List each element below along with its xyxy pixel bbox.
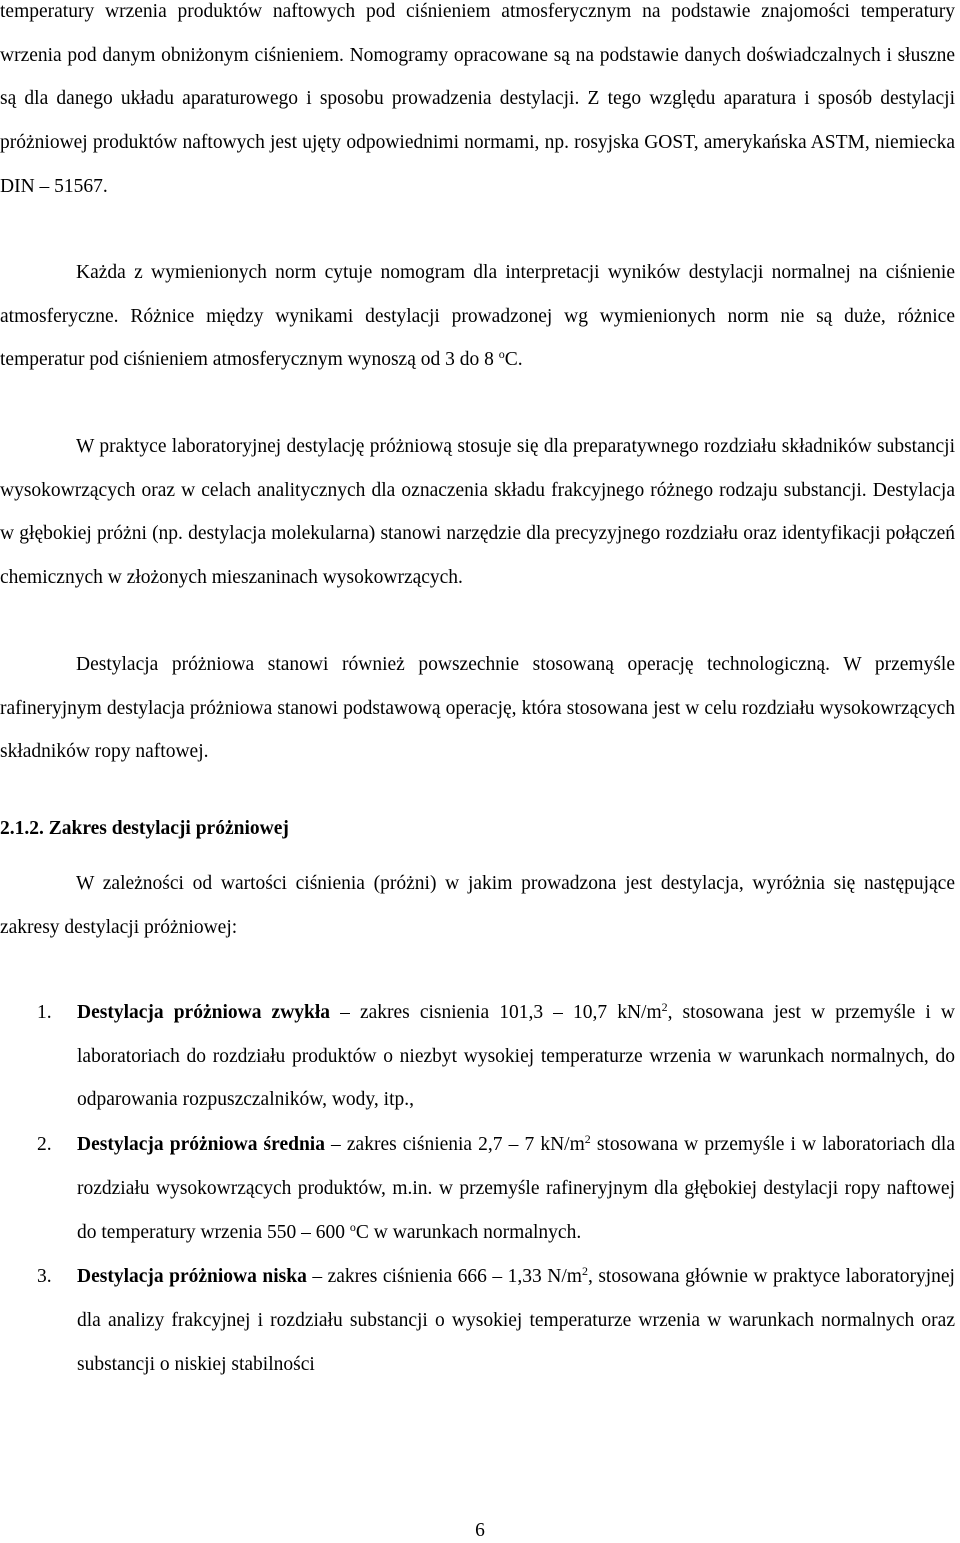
list-term: Destylacja próżniowa średnia <box>77 1134 325 1156</box>
list-text: , stosowana głównie w praktyce laboratoryjnej dla analizy frakcyjnej i rozdziału substancji o wysokiej temperaturze wrzenia w warunkach normalnych oraz substancji o niskiej stabilności <box>77 1266 955 1375</box>
paragraph-text-end: C. <box>504 349 523 371</box>
list-number: 2. <box>37 1134 52 1156</box>
paragraph-text: Destylacja próżniowa stanowi również powszechnie stosowaną operację technologiczną. W przemyśle rafineryjnym destylacja próżniowa stanowi podstawową operację, która stosowana jest w celu rozdziału wysokowrzących składników ropy naftowej. <box>0 654 955 763</box>
list-text: – zakres ciśnienia 666 – 1,33 N/m <box>306 1266 582 1288</box>
unit-superscript: 2 <box>584 1132 591 1147</box>
paragraph-text: Każda z wymienionych norm cytuje nomogram dla interpretacji wyników destylacji normalnej na ciśnienie atmosferyczne. Różnice między wynikami destylacji prowadzonej wg wymienionych norm nie są duże, różnice temperatur pod ciśnieniem atmosferycznym wynoszą od 3 do 8 <box>0 262 955 371</box>
page-number: 6 <box>475 1520 485 1541</box>
paragraph: temperatury wrzenia produktów naftowych pod ciśnieniem atmosferycznym na podstawie znajomości temperatury wrzenia pod danym obniżonym ciśnieniem. Nomogramy opracowane są na podstawie danych doświadczalnych i słuszne są dla danego układu aparaturowego i sposobu prowadzenia destylacji. Z tego względu aparatura i sposób destylacji próżniowej produktów naftowych jest ujęty odpowiednimi normami, np. rosyjska GOST, amerykańska ASTM, niemiecka DIN – 51567. <box>0 1 955 197</box>
list-text: C w warunkach normalnych. <box>355 1221 582 1243</box>
paragraph <box>0 643 955 774</box>
paragraph <box>0 425 955 600</box>
list-term: Destylacja próżniowa niska <box>77 1266 307 1288</box>
paragraph-text: W praktyce laboratoryjnej destylację próżniową stosuje się dla preparatywnego rozdziału składników substancji wysokowrzących oraz w celach analitycznych dla oznaczenia składu frakcyjnego różnego rodzaju substancji. Destylacja w głębokiej próżni (np. destylacja molekularna) stanowi narzędzie dla precyzyjnego rozdziału oraz identyfikacji połączeń chemicznych w złożonych mieszaninach wysokowrzących. <box>0 436 955 589</box>
unit-superscript: 2 <box>661 1000 668 1014</box>
degree-superscript: o <box>498 347 505 362</box>
list-term: Destylacja próżniowa zwykła <box>77 1002 331 1023</box>
list-text: stosowana w przemyśle i w laboratoriach dla rozdziału wysokowrzących produktów, m.in. w przemyśle rafineryjnym dla głębokiej destylacji ropy naftowej do temperatury wrzenia 550 – 600 <box>77 1134 955 1243</box>
paragraph <box>0 862 955 949</box>
list-text: – zakres cisnienia 101,3 – 10,7 kN/m <box>330 1002 662 1023</box>
list-number: 1. <box>37 1002 52 1023</box>
list-text: – zakres ciśnienia 2,7 – 7 kN/m <box>324 1134 585 1156</box>
list-item <box>0 1255 955 1386</box>
paragraph <box>0 251 955 382</box>
distillation-ranges-list <box>0 991 955 1386</box>
section-number: 2.1.2. <box>0 818 44 839</box>
list-number: 3. <box>37 1266 52 1288</box>
section-heading <box>0 807 289 850</box>
list-item <box>0 991 955 1122</box>
unit-superscript: 2 <box>581 1264 588 1279</box>
section-title: Zakres destylacji próżniowej <box>48 818 289 839</box>
list-text: , stosowana jest w przemyśle i w laboratoriach do rozdziału produktów o niezbyt wysokiej temperaturze wrzenia w warunkach normalnych, do odparowania rozpuszczalników, wody, itp., <box>77 1002 955 1111</box>
list-item <box>0 1123 955 1254</box>
degree-superscript: o <box>349 1219 356 1234</box>
paragraph-text: W zależności od wartości ciśnienia (próżni) w jakim prowadzona jest destylacja, wyróżnia się następujące zakresy destylacji próżniowej: <box>0 873 955 938</box>
